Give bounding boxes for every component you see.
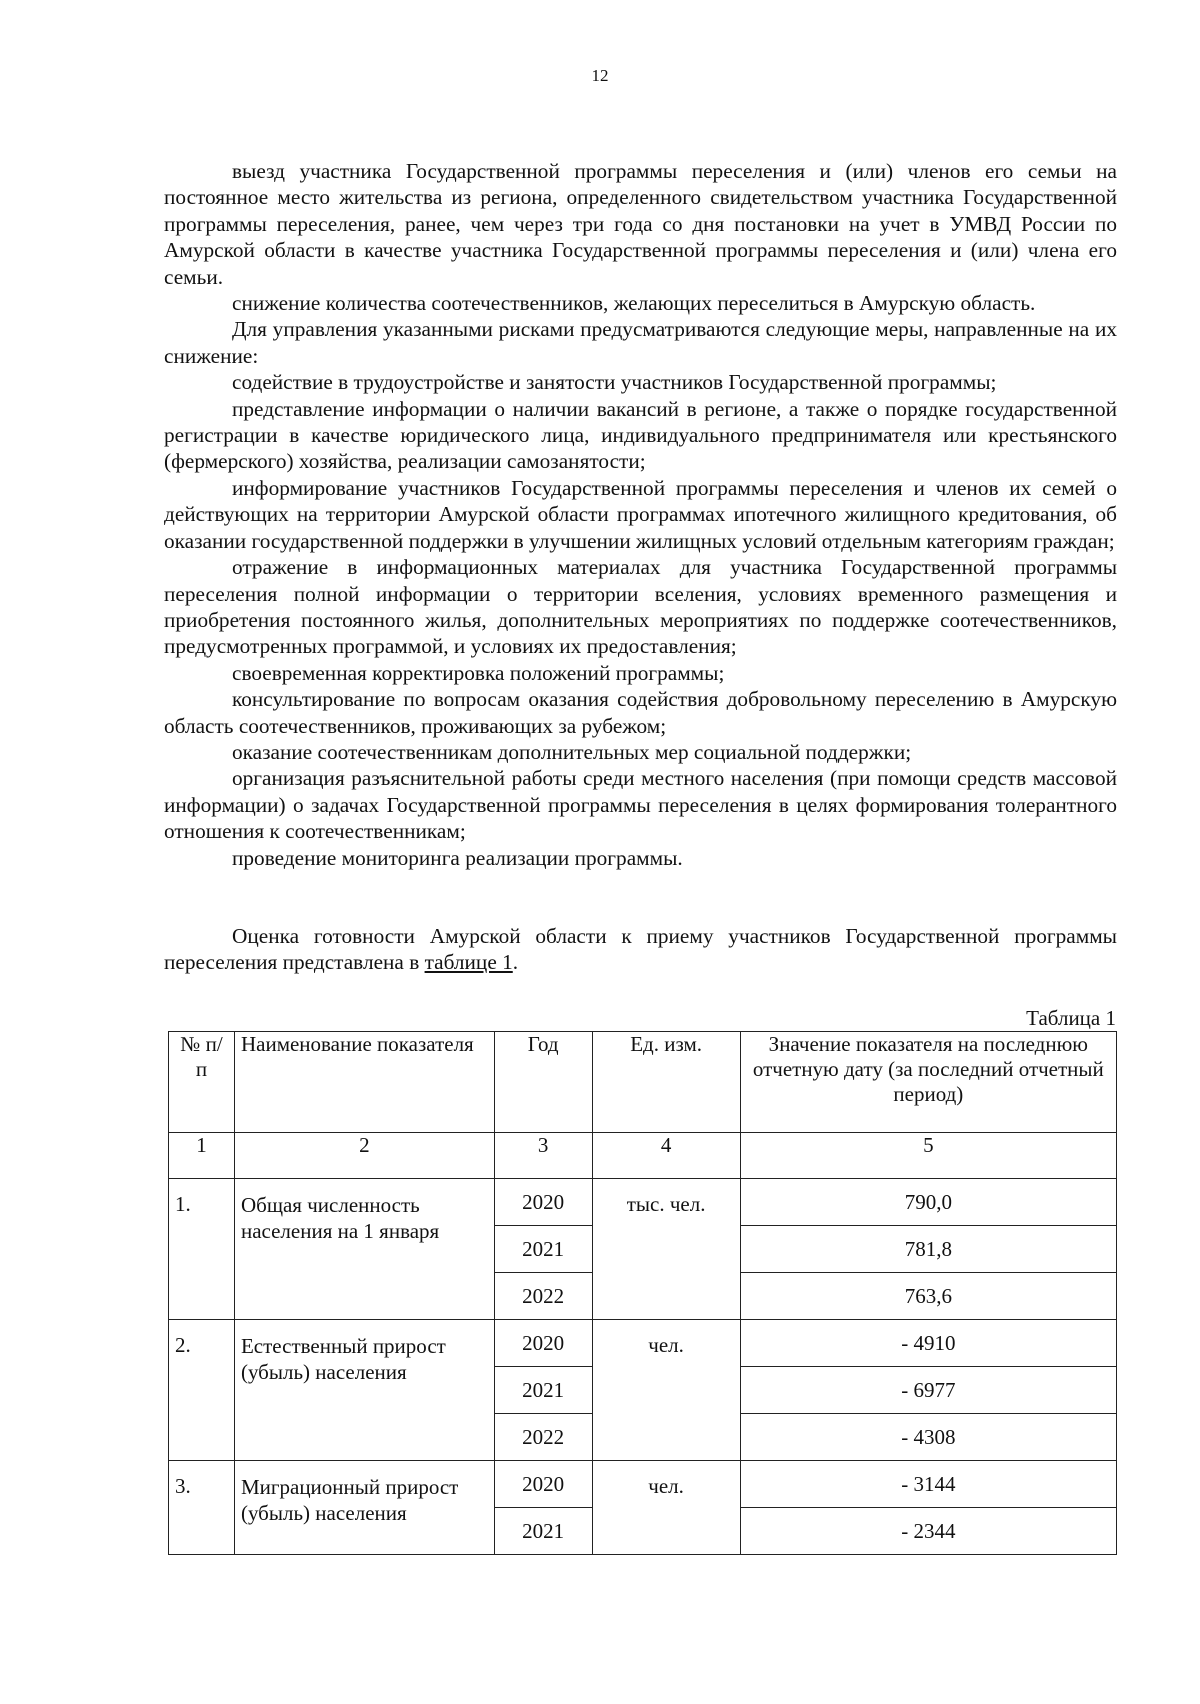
value-cell: - 3144 (740, 1461, 1116, 1508)
paragraph: отражение в информационных материалах для участника Государственной программы переселения полной информации о территории вселения, условиях временного размещения и приобретения постоянного жилья, дополнительных мероприятиях по поддержке соотечественников, предусмотренных программой, и условиях их предоставления; (164, 555, 1117, 659)
year-cell: 2022 (494, 1273, 592, 1320)
indicator-name: Общая численность населения на 1 января (234, 1179, 494, 1320)
paragraph: консультирование по вопросам оказания содействия добровольному переселению в Амурскую область соотечественников, проживающих за рубежом; (164, 687, 1117, 738)
paragraph: организация разъяснительной работы среди местного населения (при помощи средств массовой информации) о задачах Государственной программы переселения в целях формирования толерантного отношения к соотечественникам; (164, 766, 1117, 844)
table-row (169, 1461, 1117, 1508)
value-cell: - 6977 (740, 1367, 1116, 1414)
paragraph: информирование участников Государственной программы переселения и членов их семей о действующих на территории Амурской области программах ипотечного жилищного кредитования, об оказании государственной поддержки в улучшении жилищных условий отдельным категориям граждан; (164, 475, 1117, 553)
year-cell: 2022 (494, 1414, 592, 1461)
header-indicator-name: Наименование показателя (234, 1032, 494, 1133)
table-header-row (169, 1032, 1117, 1133)
paragraph: снижение количества соотечественников, желающих переселиться в Амурскую область. (232, 291, 1036, 316)
paragraph: представление информации о наличии вакансий в регионе, а также о порядке государственной регистрации в качестве юридического лица, индивидуального предпринимателя или крестьянского (фермерского) хозяйства, реализации самозанятости; (164, 396, 1117, 474)
indicator-name: Миграционный прирост (убыль) населения (234, 1461, 494, 1555)
row-number: 3. (169, 1461, 235, 1555)
year-cell: 2020 (494, 1461, 592, 1508)
table-reference-link[interactable]: таблице 1 (424, 950, 513, 975)
row-number: 1. (169, 1179, 235, 1320)
header-number: № п/п (169, 1032, 235, 1133)
body-text (164, 158, 1117, 871)
column-number: 4 (592, 1133, 740, 1179)
unit-cell: тыс. чел. (592, 1179, 740, 1320)
value-cell: - 4910 (740, 1320, 1116, 1367)
year-cell: 2021 (494, 1226, 592, 1273)
paragraph: проведение мониторинга реализации программы. (232, 845, 683, 870)
table-row (169, 1320, 1117, 1367)
value-cell: 781,8 (740, 1226, 1116, 1273)
page-number: 12 (591, 66, 609, 85)
year-cell: 2021 (494, 1508, 592, 1555)
value-cell: - 4308 (740, 1414, 1116, 1461)
paragraph: Для управления указанными рисками предусматриваются следующие меры, направленные на их снижение: (164, 317, 1117, 368)
column-number: 1 (169, 1133, 235, 1179)
row-number: 2. (169, 1320, 235, 1461)
paragraph: оказание соотечественникам дополнительных мер социальной поддержки; (232, 739, 912, 764)
paragraph: своевременная корректировка положений программы; (232, 660, 725, 685)
indicator-name: Естественный прирост (убыль) населения (234, 1320, 494, 1461)
year-cell: 2020 (494, 1179, 592, 1226)
column-number: 5 (740, 1133, 1116, 1179)
indicators-table (168, 1031, 1117, 1555)
value-cell: - 2344 (740, 1508, 1116, 1555)
paragraph: выезд участника Государственной программы переселения и (или) членов его семьи на постоянное место жительства из региона, определенного свидетельством участника Государственной программы переселения, ранее, чем через три года со дня постановки на учет в УМВД России по Амурской области в качестве участника Государственной программы переселения и (или) члена его семьи. (164, 159, 1117, 289)
year-cell: 2020 (494, 1320, 592, 1367)
intro-text: Оценка готовности Амурской области к приему участников Государственной программы переселения представлена в (164, 924, 1117, 975)
table-row (169, 1179, 1117, 1226)
unit-cell: чел. (592, 1320, 740, 1461)
year-cell: 2021 (494, 1367, 592, 1414)
column-number: 2 (234, 1133, 494, 1179)
header-unit: Ед. изм. (592, 1032, 740, 1133)
header-year: Год (494, 1032, 592, 1133)
column-number: 3 (494, 1133, 592, 1179)
unit-cell: чел. (592, 1461, 740, 1555)
column-numbers-row (169, 1133, 1117, 1179)
table-caption: Таблица 1 (1026, 1006, 1116, 1030)
value-cell: 790,0 (740, 1179, 1116, 1226)
value-cell: 763,6 (740, 1273, 1116, 1320)
paragraph: содействие в трудоустройстве и занятости участников Государственной программы; (232, 370, 997, 395)
header-value: Значение показателя на последнюю отчетную дату (за последний отчетный период) (740, 1032, 1116, 1133)
intro-end: . (512, 950, 519, 975)
table-intro (164, 923, 1117, 976)
